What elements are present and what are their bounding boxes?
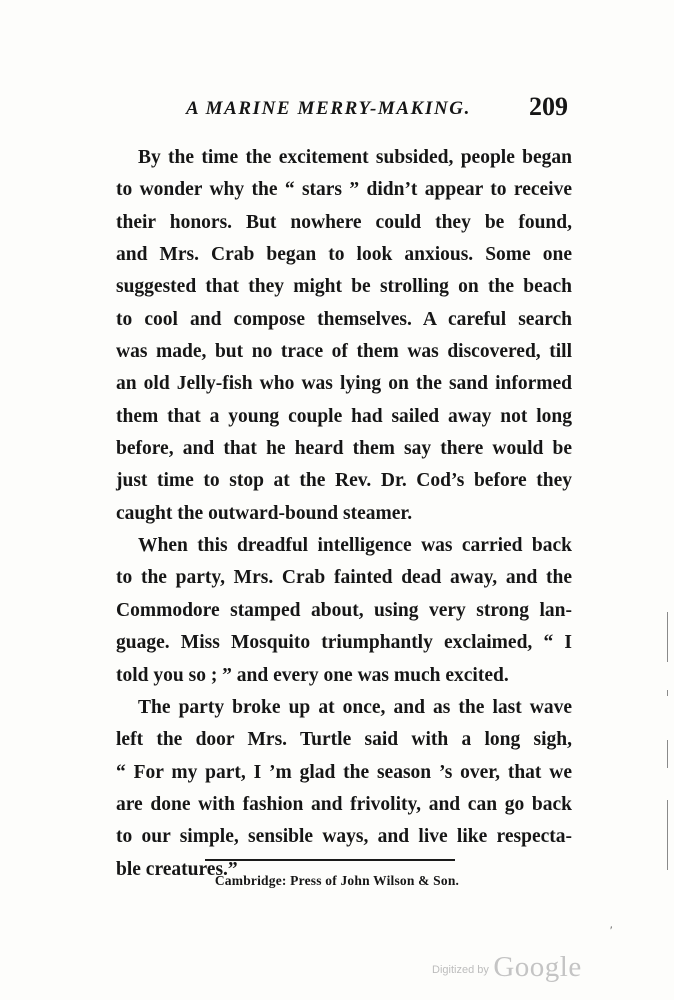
google-logo: Google [493, 951, 582, 983]
paragraph-3 [116, 692, 572, 886]
text-line: guage. Miss Mosquito triumphantly exclaimed, “ I [116, 632, 572, 654]
imprint-rule [205, 859, 455, 861]
running-title: A MARINE MERRY-MAKING. [186, 98, 471, 119]
printer-imprint: Cambridge: Press of John Wilson & Son. [214, 873, 460, 888]
scan-edge-mark [667, 740, 668, 768]
text-line: before, and that he heard them say there would be [116, 438, 572, 460]
body-text [116, 142, 572, 886]
text-line: “ For my part, I ’m glad the season ’s over, that we [116, 761, 572, 783]
text-line: to cool and compose themselves. A careful search [116, 308, 572, 330]
text-line: left the door Mrs. Turtle said with a long sigh, [116, 729, 572, 751]
text-line: When this dreadful intelligence was carried back [138, 535, 572, 557]
text-line: caught the outward-bound steamer. [116, 502, 413, 524]
text-line: their honors. But nowhere could they be found, [116, 211, 572, 233]
text-line: By the time the excitement subsided, people began [138, 147, 572, 168]
digitized-prefix: Digitized by [432, 964, 489, 976]
text-line: The party broke up at once, and as the last wave [138, 696, 572, 718]
text-line: are done with fashion and frivolity, and can go back [116, 793, 572, 815]
text-line: them that a young couple had sailed away not long [116, 405, 572, 427]
text-line: suggested that they might be strolling on the beach [116, 276, 572, 298]
paragraph-1 [116, 142, 572, 530]
scan-edge-mark [667, 612, 668, 662]
text-line: ble creatures.” [116, 858, 238, 880]
text-line: Commodore stamped about, using very strong lan- [116, 599, 572, 621]
text-line: was made, but no trace of them was discovered, till [116, 341, 572, 363]
digitized-watermark [432, 951, 582, 984]
scan-speck: ′ [610, 923, 613, 937]
text-line: just time to stop at the Rev. Dr. Cod’s before they [116, 470, 572, 492]
text-line: to the party, Mrs. Crab fainted dead away, and the [116, 567, 572, 589]
text-line: and Mrs. Crab began to look anxious. Some one [116, 244, 572, 266]
page-number: 209 [529, 92, 568, 121]
text-line: told you so ; ” and every one was much excited. [116, 664, 509, 686]
running-head [116, 88, 572, 128]
scan-edge-mark [667, 800, 668, 870]
text-line: to our simple, sensible ways, and live like respecta- [116, 826, 572, 848]
paragraph-2 [116, 530, 572, 692]
text-line: an old Jelly-fish who was lying on the sand informed [116, 373, 572, 395]
text-line: to wonder why the “ stars ” didn’t appear to receive [116, 179, 572, 201]
scan-edge-mark [667, 690, 668, 696]
